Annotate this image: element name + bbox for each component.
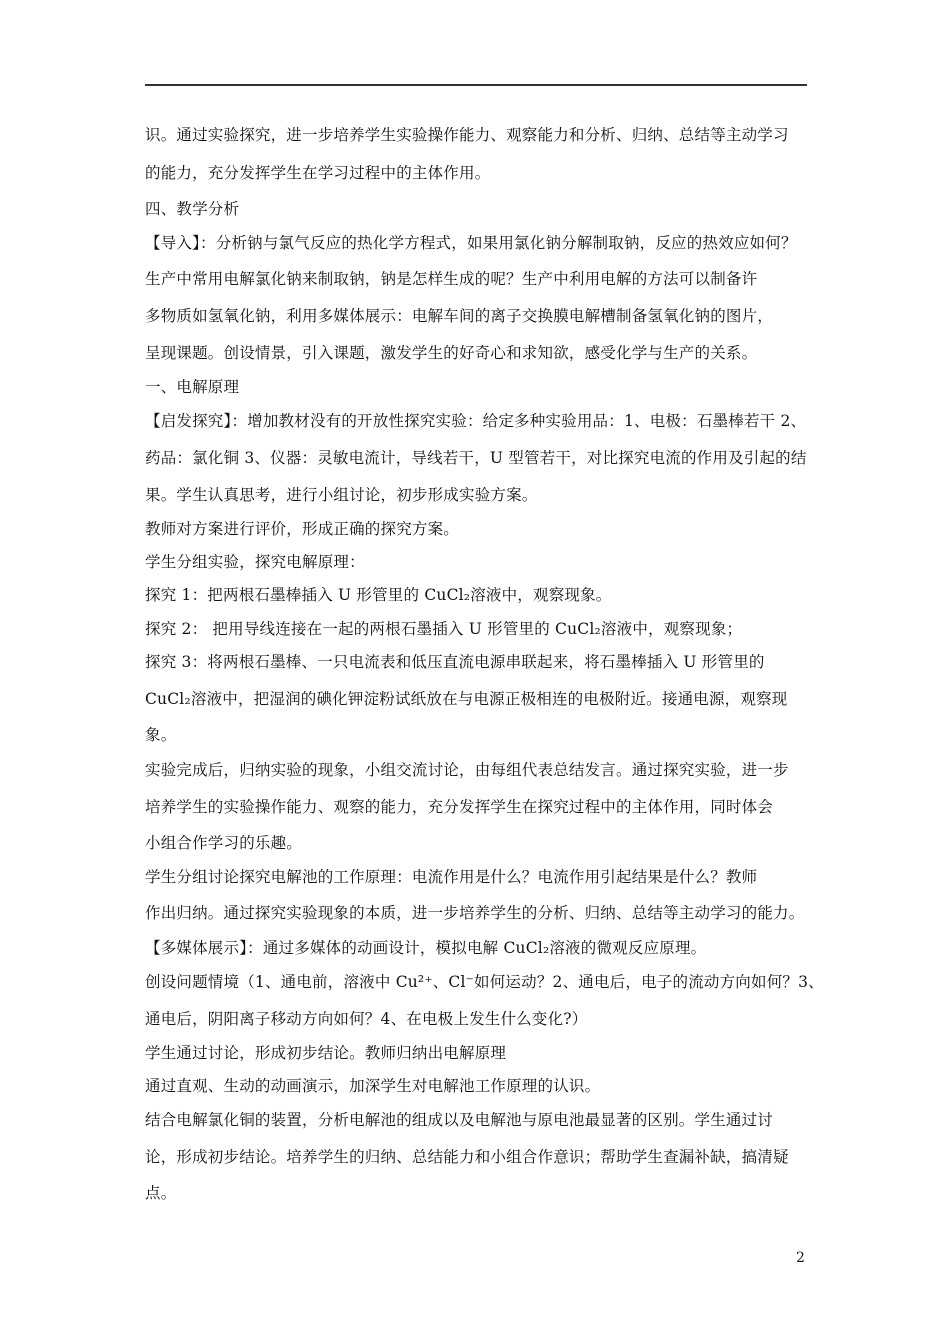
text-line: 通过直观、生动的动画演示，加深学生对电解池工作原理的认识。 — [145, 1077, 601, 1095]
text-line: 果。学生认真思考，进行小组讨论，初步形成实验方案。 — [145, 486, 538, 504]
header-rule — [145, 84, 807, 86]
text-line: 学生分组实验，探究电解原理： — [145, 553, 365, 571]
text-line: 多物质如氢氧化钠，利用多媒体展示：电解车间的离子交换膜电解槽制备氢氧化钠的图片， — [145, 307, 774, 325]
text-line: 探究 3：将两根石墨棒、一只电流表和低压直流电源串联起来，将石墨棒插入 U 形管里的 — [145, 653, 765, 671]
text-line: 【导入】：分析钠与氯气反应的热化学方程式，如果用氯化钠分解制取钠，反应的热效应如何？ — [145, 234, 797, 252]
text-line: 教师对方案进行评价，形成正确的探究方案。 — [145, 520, 460, 538]
text-line: 点。 — [145, 1184, 177, 1202]
text-line: 呈现课题。创设情景，引入课题，激发学生的好奇心和求知欲，感受化学与生产的关系。 — [145, 344, 758, 362]
text-line: 【启发探究】：增加教材没有的开放性探究实验：给定多种实验用品：1、电极：石墨棒若干 2、 — [145, 412, 807, 430]
text-line: 生产中常用电解氯化钠来制取钠，钠是怎样生成的呢？生产中利用电解的方法可以制备许 — [145, 270, 758, 288]
text-line: 探究 1：把两根石墨棒插入 U 形管里的 CuCl₂溶液中，观察现象。 — [145, 586, 612, 604]
text-line: 药品：氯化铜 3、仪器：灵敏电流计，导线若干，U 型管若干，对比探究电流的作用及引起的结 — [145, 449, 807, 467]
text-line: 作出归纳。通过探究实验现象的本质，进一步培养学生的分析、归纳、总结等主动学习的能力。 — [145, 904, 805, 922]
text-line: 象。 — [145, 726, 177, 744]
section-heading: 四、教学分析 — [145, 200, 240, 218]
text-line: 实验完成后，归纳实验的现象，小组交流讨论，由每组代表总结发言。通过探究实验，进一步 — [145, 761, 789, 779]
page-number: 2 — [796, 1250, 805, 1266]
text-line: 结合电解氯化铜的装置，分析电解池的组成以及电解池与原电池最显著的区别。学生通过讨 — [145, 1111, 774, 1129]
text-line: 小组合作学习的乐趣。 — [145, 834, 303, 852]
text-line: 通电后，阴阳离子移动方向如何？4、在电极上发生什么变化?） — [145, 1010, 588, 1028]
text-line: CuCl₂溶液中，把湿润的碘化钾淀粉试纸放在与电源正极相连的电极附近。接通电源，观察现 — [145, 690, 788, 708]
text-line: 识。通过实验探究，进一步培养学生实验操作能力、观察能力和分析、归纳、总结等主动学习 — [145, 126, 789, 144]
text-line: 的能力，充分发挥学生在学习过程中的主体作用。 — [145, 164, 491, 182]
section-heading: 一、电解原理 — [145, 378, 240, 396]
text-line: 论，形成初步结论。培养学生的归纳、总结能力和小组合作意识；帮助学生查漏补缺，搞清疑 — [145, 1148, 789, 1166]
text-line: 学生分组讨论探究电解池的工作原理：电流作用是什么？电流作用引起结果是什么？教师 — [145, 868, 758, 886]
text-line: 【多媒体展示】：通过多媒体的动画设计，模拟电解 CuCl₂溶液的微观反应原理。 — [145, 939, 707, 957]
text-line: 培养学生的实验操作能力、观察的能力，充分发挥学生在探究过程中的主体作用，同时体会 — [145, 798, 774, 816]
text-line: 学生通过讨论，形成初步结论。教师归纳出电解原理 — [145, 1044, 507, 1062]
text-line: 探究 2： 把用导线连接在一起的两根石墨插入 U 形管里的 CuCl₂溶液中，观察现象； — [145, 620, 743, 638]
text-line: 创设问题情境（1、通电前，溶液中 Cu²⁺、Cl⁻如何运动？2、通电后，电子的流动方向如何？3、 — [145, 973, 824, 991]
